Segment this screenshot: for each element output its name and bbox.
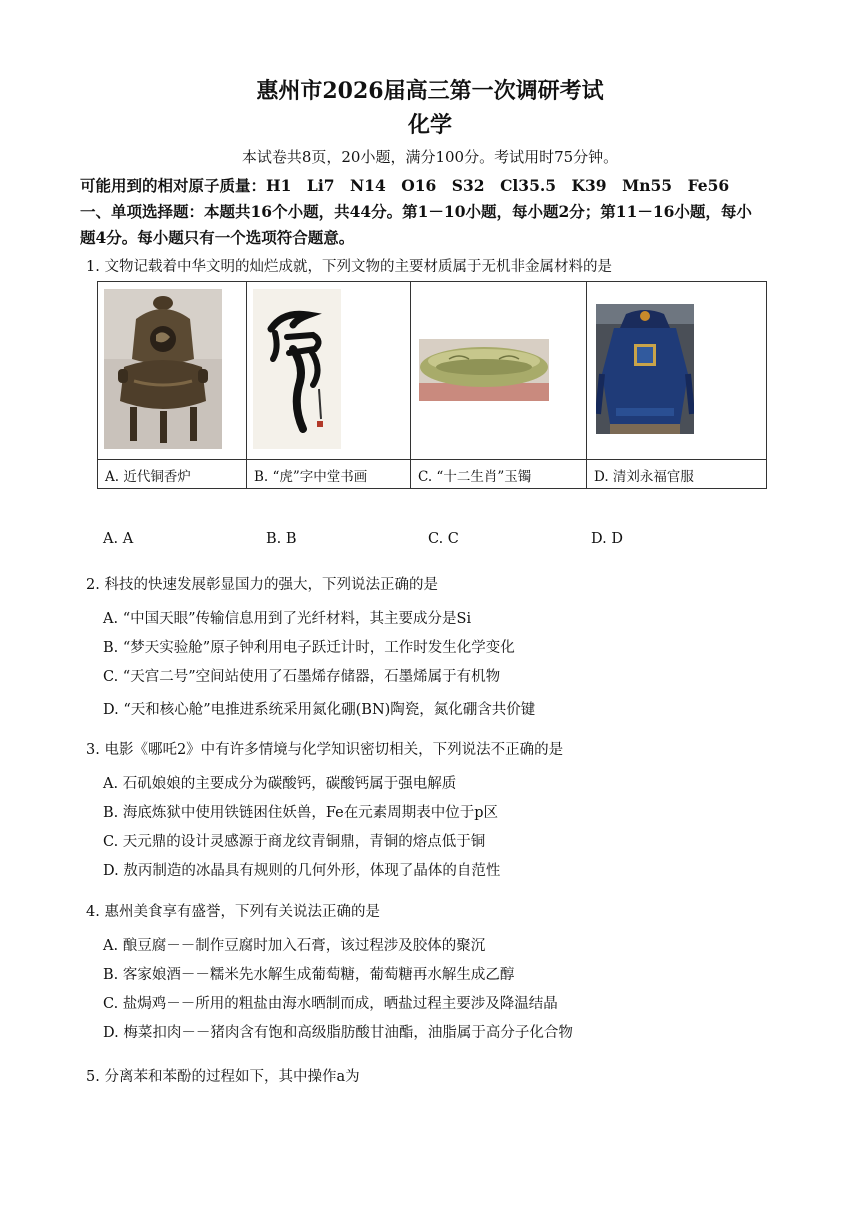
cell-d bbox=[587, 282, 768, 488]
q4-option-a: A. 酿豆腐－－制作豆腐时加入石膏，该过程涉及胶体的聚沉 bbox=[103, 938, 486, 954]
q1-answer-c: C. C bbox=[428, 531, 459, 547]
q2-option-a: A. “中国天眼”传输信息用到了光纤材料，其主要成分是Si bbox=[103, 611, 472, 627]
artifact-image-table bbox=[97, 281, 767, 489]
q2-option-c: C. “天宫二号”空间站使用了石墨烯存储器，石墨烯属于有机物 bbox=[103, 669, 501, 685]
atomic-mass-line: 可能用到的相对原子质量：H1 Li7 N14 O16 S32 Cl35.5 K39 Mn55 Fe56 bbox=[80, 176, 730, 195]
q4-option-c: C. 盐焗鸡－－所用的粗盐由海水晒制而成，晒盐过程主要涉及降温结晶 bbox=[103, 996, 558, 1012]
q4-option-b: B. 客家娘酒－－糯米先水解生成葡萄糖，葡萄糖再水解生成乙醇 bbox=[103, 967, 515, 983]
q3-option-c: C. 天元鼎的设计灵感源于商龙纹青铜鼎，青铜的熔点低于铜 bbox=[103, 834, 486, 850]
q3-option-a: A. 石矶娘娘的主要成分为碳酸钙，碳酸钙属于强电解质 bbox=[103, 776, 457, 792]
caption-d: D. 清刘永福官服 bbox=[594, 469, 694, 485]
bronze-incense-burner-image bbox=[104, 289, 222, 449]
q1-answer-d: D. D bbox=[591, 531, 623, 547]
cell-a bbox=[98, 282, 247, 488]
cell-c bbox=[411, 282, 587, 488]
question-4-stem: 4. 惠州美食享有盛誉，下列有关说法正确的是 bbox=[86, 904, 380, 920]
official-robe-image bbox=[596, 304, 694, 434]
section-heading-line1: 一、单项选择题：本题共16个小题，共44分。第1－10小题，每小题2分；第11－16小题，每小 bbox=[80, 202, 752, 221]
exam-title: 惠州市2026届高三第一次调研考试 bbox=[256, 78, 604, 104]
question-1-stem: 1. 文物记载着中华文明的灿烂成就，下列文物的主要材质属于无机非金属材料的是 bbox=[86, 259, 612, 275]
q3-option-d: D. 敖丙制造的冰晶具有规则的几何外形，体现了晶体的自范性 bbox=[103, 863, 501, 879]
question-5-stem: 5. 分离苯和苯酚的过程如下，其中操作a为 bbox=[86, 1069, 360, 1085]
jade-bracelet-image bbox=[419, 339, 549, 401]
exam-info: 本试卷共8页，20小题，满分100分。考试用时75分钟。 bbox=[241, 148, 619, 166]
q2-option-b: B. “梦天实验舱”原子钟利用电子跃迁计时，工作时发生化学变化 bbox=[103, 640, 515, 656]
caption-c: C. “十二生肖”玉镯 bbox=[418, 469, 532, 485]
caption-a: A. 近代铜香炉 bbox=[105, 469, 191, 485]
q1-answer-a: A. A bbox=[103, 531, 134, 547]
q2-option-d: D. “天和核心舱”电推进系统采用氮化硼(BN)陶瓷，氮化硼含共价键 bbox=[103, 702, 536, 718]
question-2-stem: 2. 科技的快速发展彰显国力的强大，下列说法正确的是 bbox=[86, 577, 438, 593]
tiger-calligraphy-image bbox=[253, 289, 341, 449]
caption-b: B. “虎”字中堂书画 bbox=[254, 469, 368, 485]
section-heading-line2: 题4分。每小题只有一个选项符合题意。 bbox=[80, 228, 355, 247]
q4-option-d: D. 梅菜扣肉－－猪肉含有饱和高级脂肪酸甘油酯，油脂属于高分子化合物 bbox=[103, 1025, 573, 1041]
subject-title: 化学 bbox=[407, 112, 452, 138]
q1-answer-b: B. B bbox=[266, 531, 297, 547]
cell-b bbox=[247, 282, 411, 488]
question-3-stem: 3. 电影《哪吒2》中有许多情境与化学知识密切相关，下列说法不正确的是 bbox=[86, 742, 564, 758]
q3-option-b: B. 海底炼狱中使用铁链困住妖兽，Fe在元素周期表中位于p区 bbox=[103, 805, 499, 821]
